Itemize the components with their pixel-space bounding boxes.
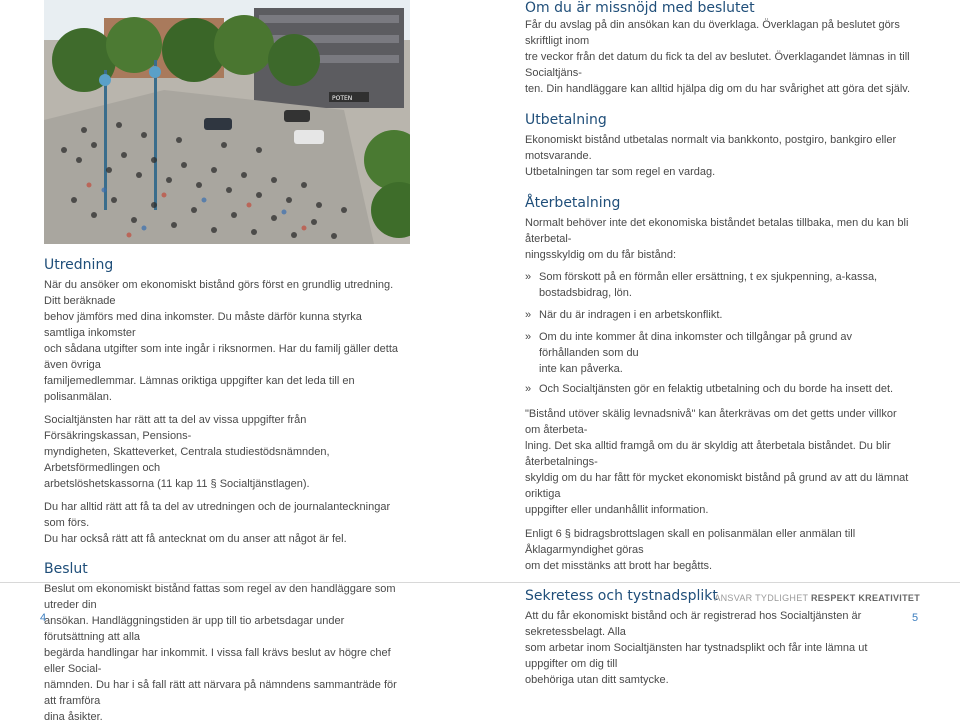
list-item: » När du är indragen i en arbetskonflikt. [525, 309, 723, 321]
town-square-photo [44, 0, 410, 244]
footer-values: ANSVAR TYDLIGHET RESPEKT KREATIVITET [714, 593, 920, 603]
utredning-paragraph-1: När du ansöker om ekonomiskt bistånd görs först en grundlig utredning. Ditt beräknade behov jämförs med dina inkomster. Du måste därför kunna styrka samtliga inkomster och sådana utgifter som inte ingår i riksnormen. Har du familj gäller detta även övriga familjemedlemmar. Lämnas oriktiga uppgifter kan det leda till en polisanmälan. [44, 279, 399, 403]
left-column [44, 257, 400, 725]
heading-utredning: Utredning [44, 257, 114, 273]
footer-divider [0, 582, 960, 583]
bullet-marker: » [525, 331, 532, 343]
aterbetalning-bullet-list [525, 269, 913, 397]
heading-sekretess: Sekretess och tystnadsplikt [525, 588, 718, 604]
page-number-right: 5 [912, 612, 919, 624]
list-item: » Som förskott på en förmån eller ersättning, t ex sjukpenning, a-kassa, bostadsbidrag, lön. [525, 271, 878, 299]
list-item: » Och Socialtjänsten gör en felaktig utbetalning och du borde ha insett det. [525, 383, 894, 395]
bullet-marker: » [525, 383, 532, 395]
page-number-left: 4 [40, 612, 47, 624]
sekretess-paragraph-1: Att du får ekonomiskt bistånd och är registrerad hos Socialtjänsten är sekretessbelagt. Alla som arbetar inom Socialtjänsten har tystnadsplikt och får inte lämna ut uppgifter om dig till obehöriga utan ditt samtycke. [525, 610, 868, 686]
bullet-marker: » [525, 309, 532, 321]
right-column [525, 0, 913, 688]
utbetalning-paragraph-1: Ekonomiskt bistånd utbetalas normalt via bankkonto, postgiro, bankgiro eller motsvarande. Utbetalningen tar som regel en vardag. [525, 134, 897, 178]
heading-missnojd: Om du är missnöjd med beslutet [525, 0, 755, 16]
beslut-paragraph-1: Beslut om ekonomiskt bistånd fattas som regel av den handläggare som utreder din ansökan. Handläggningstiden är upp till tio arbetsdagar under förutsättning att alla begärda handlingar har inkommit. I vissa fall krävs beslut av högre chef eller Social- nämnden. Du har i så fall rätt att närvara på nämndens sammanträde för att framföra dina åsikter. [44, 583, 397, 723]
crowd-photo-illustration [44, 0, 410, 244]
shop-sign: POTEN [332, 95, 353, 102]
aterbetalning-paragraph-1: Normalt behöver inte det ekonomiska biståndet betalas tillbaka, men du kan bli återbetal- ningsskyldig om du får bistånd: [525, 217, 909, 261]
list-item: » Om du inte kommer åt dina inkomster och tillgångar på grund av förhållanden som du inte kan påverka. [525, 331, 853, 375]
utredning-paragraph-3: Du har alltid rätt att få ta del av utredningen och de journalanteckningar som förs. Du har också rätt att få antecknat om du anser att något är fel. [44, 501, 391, 545]
heading-aterbetalning: Återbetalning [525, 195, 621, 211]
bullet-marker: » [525, 271, 532, 283]
aterbetalning-paragraph-3: Enligt 6 § bidragsbrottslagen skall en polisanmälan eller anmälan till Åklagarmyndighet göras om det misstänks att brott har begåtts. [525, 528, 856, 572]
heading-beslut: Beslut [44, 561, 88, 577]
utredning-paragraph-2: Socialtjänsten har rätt att ta del av vissa uppgifter från Försäkringskassan, Pensions- myndigheten, Skatteverket, Centrala studiestödsnämnden, Arbetsförmedlingen och arbetslöshetskassorna (11 kap 11 § Socialtjänstlagen). [44, 414, 330, 490]
heading-utbetalning: Utbetalning [525, 112, 607, 128]
aterbetalning-paragraph-2: "Bistånd utöver skälig levnadsnivå" kan återkrävas om det getts under villkor om återbeta- lning. Det ska alltid framgå om du är skyldig att återbetala biståndet. Du blir återbetalnings- skyldig om du har fått för mycket ekonomiskt bistånd på grund av att du lämnat oriktiga uppgifter eller undanhållit information. [525, 408, 909, 516]
missnojd-paragraph-1: Får du avslag på din ansökan kan du överklaga. Överklagan på beslutet görs skriftligt inom tre veckor från det datum du fick ta del av beslutet. Överklagandet lämnas in till Socialtjäns- ten. Din handläggare kan alltid hjälpa dig om du har svårighet att göra det själv. [525, 19, 911, 95]
